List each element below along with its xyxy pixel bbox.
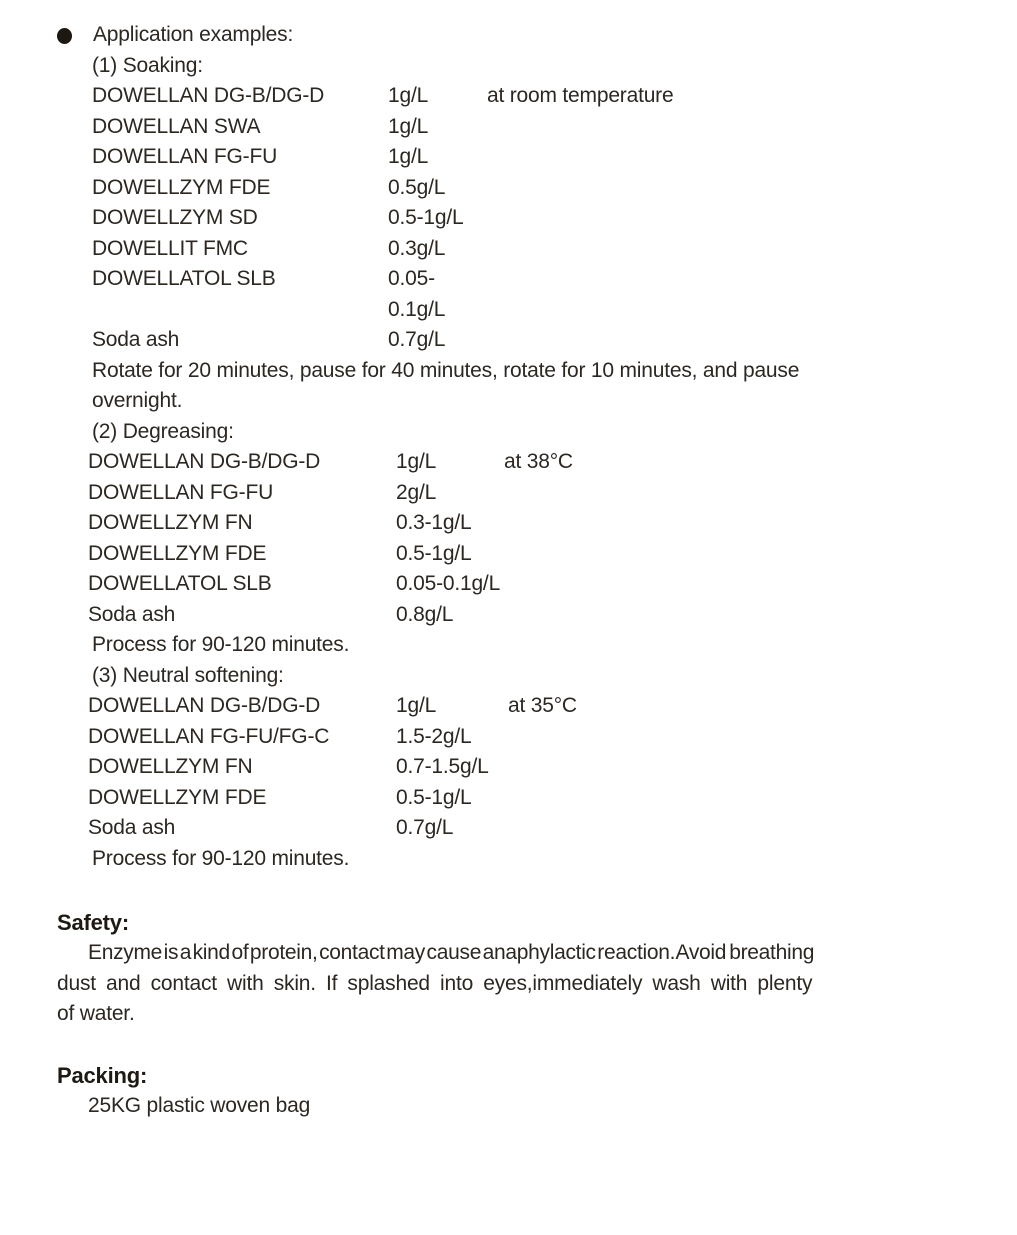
product-note <box>508 813 917 844</box>
product-name: DOWELLATOL SLB <box>92 267 276 290</box>
section-degreasing <box>88 417 917 661</box>
product-name: DOWELLZYM SD <box>92 206 258 229</box>
product-note <box>508 722 917 753</box>
product-name: DOWELLIT FMC <box>92 236 248 260</box>
packing-section <box>57 1060 917 1122</box>
application-examples-heading-line <box>57 20 917 51</box>
product-note <box>504 508 917 539</box>
product-name: Soda ash <box>88 602 176 626</box>
dosage-row <box>88 691 917 722</box>
product-dose: 0.05-0.1g/L <box>388 267 446 321</box>
application-examples-heading: Application examples: <box>93 23 294 46</box>
product-dose: 1.5-2g/L <box>396 724 472 748</box>
section-label: (1) Soaking: <box>92 53 203 77</box>
product-dose: 0.5-1g/L <box>396 785 472 809</box>
product-name: DOWELLAN DG-B/DG-D <box>88 694 321 717</box>
packing-value: 25KG plastic woven bag <box>88 1093 311 1117</box>
product-dose: 0.5-1g/L <box>396 541 472 565</box>
product-note <box>487 173 917 204</box>
dosage-row <box>92 203 917 234</box>
process-note-line: Process for 90-120 minutes. <box>92 846 350 870</box>
product-note: at 38°C <box>504 450 573 473</box>
product-note <box>487 203 917 234</box>
dosage-row <box>88 813 917 844</box>
product-name: DOWELLAN SWA <box>92 114 261 138</box>
section-label: (3) Neutral softening: <box>92 663 284 687</box>
product-note <box>504 600 917 631</box>
dosage-row <box>88 508 917 539</box>
dosage-row <box>92 234 917 265</box>
product-note <box>508 783 917 814</box>
product-note <box>487 325 917 356</box>
section-soaking <box>92 51 917 417</box>
bullet-icon <box>57 28 72 44</box>
dosage-row <box>92 173 917 204</box>
product-name: DOWELLAN FG-FU/FG-C <box>88 724 330 748</box>
dosage-row <box>88 478 917 509</box>
product-dose: 0.3g/L <box>388 236 446 260</box>
safety-heading: Safety: <box>57 910 129 935</box>
product-note <box>487 112 917 143</box>
safety-section <box>57 907 917 1030</box>
product-dose: 0.5-1g/L <box>388 206 464 229</box>
product-dose: 0.5g/L <box>388 175 446 199</box>
application-examples-list <box>88 51 917 875</box>
product-name: DOWELLZYM FDE <box>88 541 267 565</box>
safety-text-line: Enzyme is a kind of protein, contact may cause anaphylactic reaction. Avoid breathing <box>88 941 815 964</box>
product-note <box>487 264 917 325</box>
product-note <box>487 142 917 173</box>
product-note <box>487 234 917 265</box>
section-label: (2) Degreasing: <box>92 419 234 443</box>
product-note <box>504 539 917 570</box>
product-dose: 0.7g/L <box>388 328 446 351</box>
dosage-row <box>88 569 917 600</box>
dosage-row <box>92 325 917 356</box>
dosage-row <box>88 783 917 814</box>
product-dose: 0.05-0.1g/L <box>396 572 501 595</box>
process-note-line: overnight. <box>92 389 183 412</box>
product-dose: 0.8g/L <box>396 602 454 626</box>
product-dose: 0.3-1g/L <box>396 511 472 534</box>
dosage-row <box>88 539 917 570</box>
product-note <box>508 752 917 783</box>
process-note-line: Rotate for 20 minutes, pause for 40 minutes, rotate for 10 minutes, and pause <box>92 358 800 382</box>
product-note: at room temperature <box>487 84 674 107</box>
safety-text-line: of water. <box>57 1002 135 1025</box>
dosage-row <box>92 264 917 325</box>
product-name: DOWELLAN FG-FU <box>88 480 274 504</box>
product-dose: 1g/L <box>396 450 437 473</box>
product-dose: 0.7-1.5g/L <box>396 755 489 778</box>
dosage-row <box>88 447 917 478</box>
product-name: DOWELLAN DG-B/DG-D <box>88 450 321 473</box>
product-name: Soda ash <box>92 328 180 351</box>
product-note: at 35°C <box>508 694 577 717</box>
product-name: DOWELLZYM FDE <box>92 175 271 199</box>
dosage-row <box>92 81 917 112</box>
product-dose: 2g/L <box>396 480 437 504</box>
product-dose: 0.7g/L <box>396 816 454 839</box>
product-dose: 1g/L <box>396 694 437 717</box>
dosage-row <box>92 112 917 143</box>
dosage-row <box>92 142 917 173</box>
dosage-row <box>88 722 917 753</box>
product-name: DOWELLZYM FN <box>88 755 253 778</box>
product-note <box>504 569 917 600</box>
product-name: Soda ash <box>88 816 176 839</box>
product-name: DOWELLATOL SLB <box>88 572 272 595</box>
product-name: DOWELLAN FG-FU <box>92 145 278 168</box>
safety-text-line: dust and contact with skin. If splashed into eyes,immediately wash with plenty <box>57 971 813 995</box>
packing-heading: Packing: <box>57 1062 148 1088</box>
process-note-line: Process for 90-120 minutes. <box>92 633 350 656</box>
product-name: DOWELLZYM FN <box>88 511 253 534</box>
product-dose: 1g/L <box>388 114 429 138</box>
product-dose: 1g/L <box>388 145 429 168</box>
product-name: DOWELLZYM FDE <box>88 785 267 809</box>
dosage-row <box>88 752 917 783</box>
section-neutral-softening <box>88 661 917 875</box>
dosage-row <box>88 600 917 631</box>
product-note <box>504 478 917 509</box>
bullet-cell <box>57 20 93 44</box>
product-name: DOWELLAN DG-B/DG-D <box>92 84 325 107</box>
product-dose: 1g/L <box>388 84 429 107</box>
